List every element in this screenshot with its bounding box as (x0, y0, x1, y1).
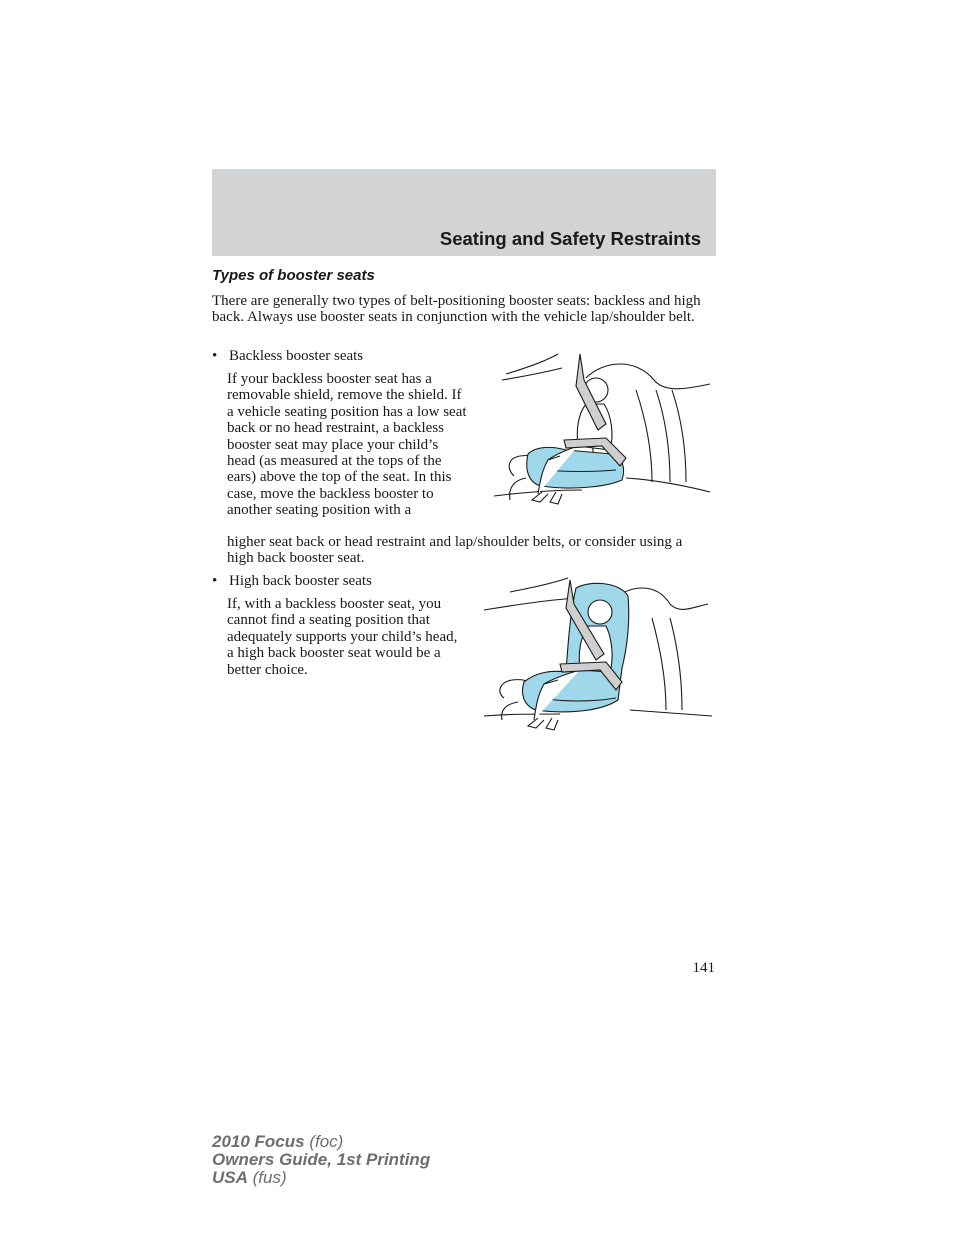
subheading: Types of booster seats (212, 267, 375, 284)
intro-paragraph: There are generally two types of belt-positioning booster seats: backless and high back. Always use booster seats in conjunction with the vehicle lap/shoulder belt. (212, 293, 701, 326)
bullet-label: Backless booster seats (229, 348, 364, 364)
footer (212, 1133, 430, 1187)
backless-paragraph-continued: higher seat back or head restraint and lap/shoulder belts, or consider using a high back booster seat. (227, 534, 683, 567)
footer-line-1: 2010 Focus (foc) (212, 1132, 344, 1151)
backless-paragraph: If your backless booster seat has a removable shield, remove the shield. If a vehicle seating position has a low seat back or no head restraint, a backless booster seat may place your child’s head (as measured at the tops of the ears) above the top of the seat. In this case, move the backless booster to another seating position with a (227, 371, 467, 519)
high-back-paragraph: If, with a backless booster seat, you cannot find a seating position that adequately supports your child’s head, a high back booster seat would be a better choice. (227, 596, 458, 678)
section-header-band (212, 169, 716, 256)
bullet-marker: • (212, 573, 218, 589)
bullet-label: High back booster seats (229, 573, 372, 589)
bullet-marker: • (212, 348, 218, 364)
footer-line-2: Owners Guide, 1st Printing (212, 1150, 431, 1169)
footer-line-3: USA (fus) (212, 1168, 287, 1187)
page-number: 141 (692, 960, 715, 976)
high-back-booster-illustration (480, 574, 712, 740)
backless-booster-illustration (486, 350, 714, 520)
section-title: Seating and Safety Restraints (439, 228, 701, 249)
